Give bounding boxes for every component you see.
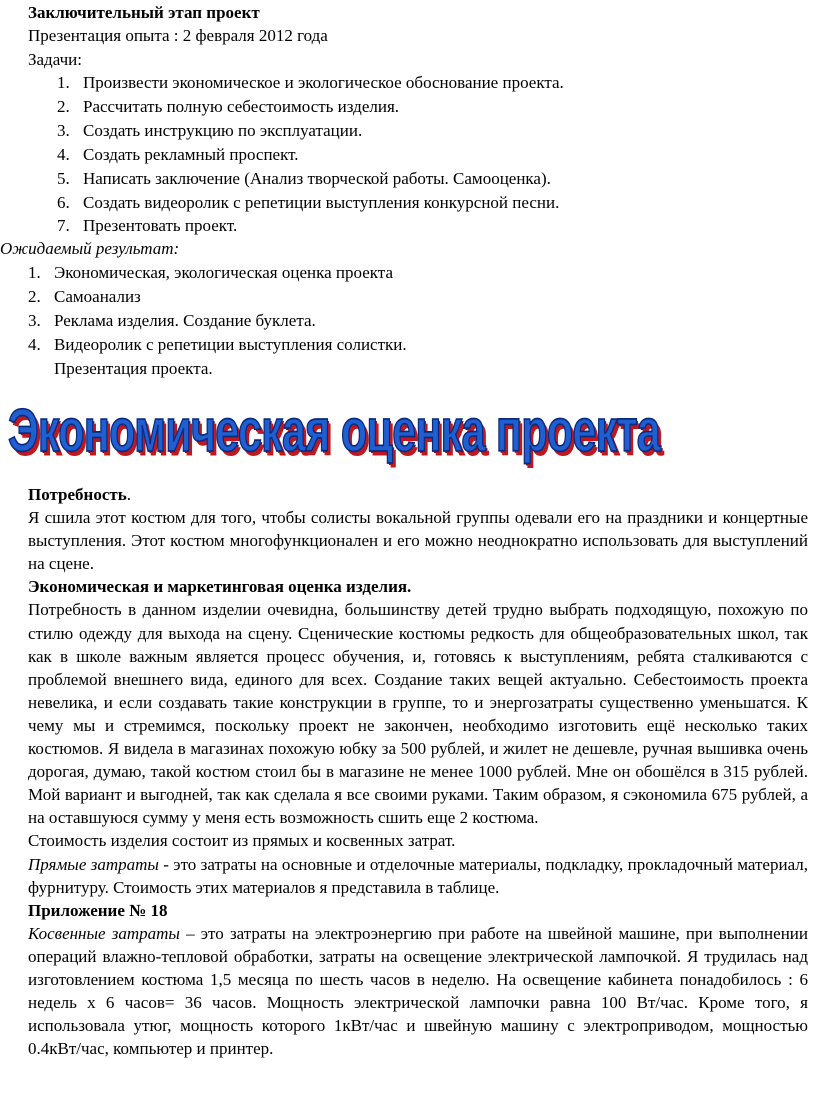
appendix-label: Приложение № 18 [28, 900, 168, 920]
presentation-date: Презентация опыта : 2 февраля 2012 года [28, 26, 328, 45]
econ-heading: Экономическая и маркетинговая оценка изделия. [28, 577, 412, 597]
task-item: 3. Создать инструкцию по эксплуатации. [57, 121, 363, 140]
document-title: Заключительный этап проект [28, 3, 260, 22]
indirect-label: Косвенные затраты [28, 923, 180, 943]
task-item: 4. Создать рекламный проспект. [57, 145, 299, 164]
wordart-heading: Экономическая оценка проекта [8, 397, 661, 465]
result-item: 1. Экономическая, экологическая оценка проекта [28, 263, 393, 282]
result-item: 2. Самоанализ [28, 287, 141, 306]
indirect-paragraph: Косвенные затраты – это затраты на электроэнергию при работе на швейной машине, при выполнении операций влажно-тепловой обработки, затраты на освещение электрической лампочкой. Я трудилась над изготовлением костюма 1,5 месяца по шесть часов в неделю. На освещение кабинета понадобилось : 6 недель х 6 часов= 36 часов. Мощность электрической лампочки равна 100 Вт/час. Кроме того, я использовала утюг, мощность которого 1кВт/час и швейную машину с электроприводом, мощностью 0.4кВт/час, компьютер и принтер. [28, 923, 808, 1059]
direct-label: Прямые затраты [28, 854, 159, 874]
cost-text: Стоимость изделия состоит из прямых и косвенных затрат. [28, 831, 456, 851]
task-item: 1. Произвести экономическое и экологическое обоснование проекта. [57, 73, 564, 92]
task-item: 7. Презентовать проект. [57, 216, 238, 235]
direct-paragraph: Прямые затраты - это затраты на основные и отделочные материалы, подкладку, прокладочный материал, фурнитуру. Стоимость этих материалов я представила в таблице. [28, 854, 808, 897]
task-item: 6. Создать видеоролик с репетиции выступления конкурсной песни. [57, 193, 560, 212]
task-item: 5. Написать заключение (Анализ творческой работы. Самооценка). [57, 169, 551, 188]
need-heading: Потребность [28, 485, 127, 504]
body-text [28, 483, 808, 1060]
task-item: 2. Рассчитать полную себестоимость изделия. [57, 97, 400, 116]
result-item: 4. Видеоролик с репетиции выступления солистки. [28, 335, 407, 354]
result-extra: Презентация проекта. [54, 359, 213, 378]
need-text: Я сшила этот костюм для того, чтобы солисты вокальной группы одевали его на праздники и концертные выступления. Этот костюм многофункционален и его можно неоднократно использовать для выступлений на сцене. [28, 508, 808, 574]
results-label: Ожидаемый результат: [0, 239, 180, 258]
tasks-label: Задачи: [28, 50, 82, 69]
result-item: 3. Реклама изделия. Создание буклета. [28, 311, 316, 330]
need-paragraph: Потребность. [28, 485, 131, 504]
econ-text: Потребность в данном изделии очевидна, большинству детей трудно выбрать подходящую, похожую по стилю одежду для выхода на сцену. Сценические костюмы редкость для общеобразовательных школ, так как в школе важным является процесс обучения, и, готовясь к выступлениям, ребята сталкиваются с проблемой внешнего вида, единого для всех. Создание таких вещей актуально. Себестоимость проекта невелика, и если создавать такие конструкции в группе, то и энергозатраты существенно уменьшатся. К чему мы и стремимся, поскольку проект не закончен, необходимо изготовить ещё несколько таких костюмов. Я видела в магазинах похожую юбку за 500 рублей, и жилет не дешевле, ручная вышивка очень дорогая, думаю, такой костюм стоил бы в магазине не менее 1000 рублей. Мне он обошёлся в 315 рублей. Мой вариант и выгодней, так как сделала я все своими руками. Таким образом, я сэкономила 675 рублей, а на оставшуюся сумму у меня есть возможность сшить еще 2 костюма. [28, 600, 808, 828]
